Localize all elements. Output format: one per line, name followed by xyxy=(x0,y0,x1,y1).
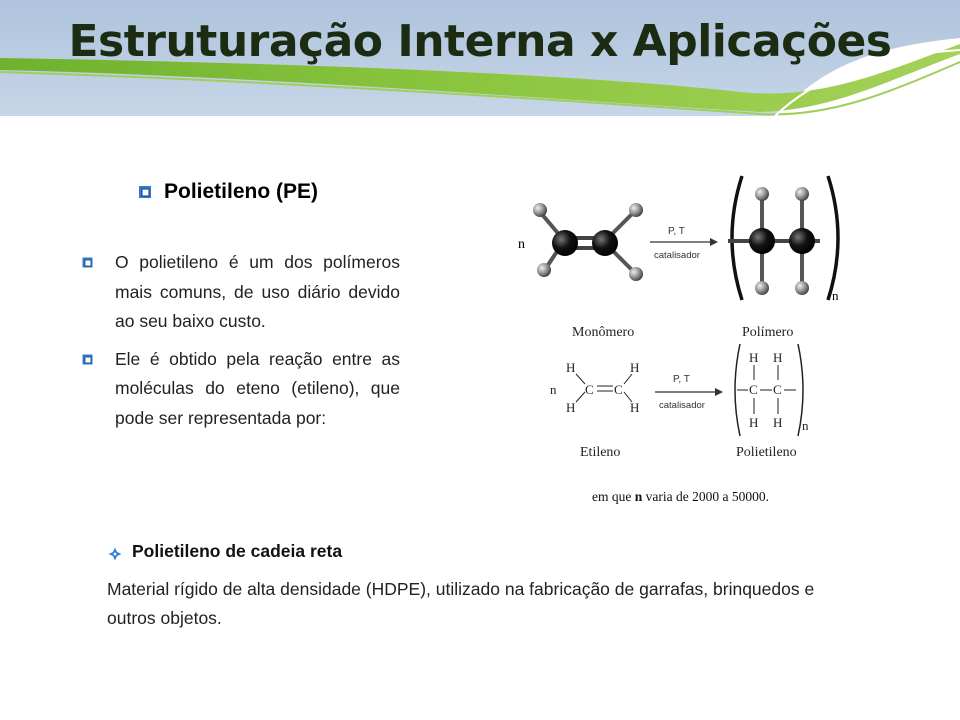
polymerization-diagram xyxy=(510,168,840,518)
polyethylene-ball-model xyxy=(728,176,838,300)
top-reaction-arrow xyxy=(650,238,718,246)
subsection-heading xyxy=(108,541,342,562)
svg-text:C: C xyxy=(585,382,594,397)
svg-text:H: H xyxy=(566,400,576,415)
ethylene-structural-formula xyxy=(550,360,639,415)
polyethylene-structural-formula xyxy=(735,344,809,436)
bottom-arrow-label-bottom: catalisador xyxy=(659,400,705,411)
blue-box-bullet-icon xyxy=(82,257,93,268)
subsection-heading-label: Polietileno de cadeia reta xyxy=(132,541,343,561)
diamond-bullet-icon xyxy=(108,545,122,559)
footnote-variable: n xyxy=(634,489,643,504)
svg-text:H: H xyxy=(749,415,759,430)
top-coefficient: n xyxy=(518,237,525,252)
bottom-subscript: n xyxy=(802,418,809,433)
section-heading-label: Polietileno (PE) xyxy=(164,180,319,203)
ethylene-ball-model xyxy=(533,203,643,281)
svg-text:C: C xyxy=(749,382,758,397)
svg-text:H: H xyxy=(630,360,640,375)
bullet-text: Ele é obtido pela reação entre as moléculas do eteno (etileno), que pode ser representada por: xyxy=(115,348,400,428)
section-heading xyxy=(138,175,318,209)
blue-box-bullet-icon xyxy=(138,185,152,199)
bottom-coefficient: n xyxy=(550,382,557,397)
svg-text:H: H xyxy=(566,360,576,375)
footnote-prefix: em que xyxy=(592,489,635,504)
subsection-body: Material rígido de alta densidade (HDPE), utilizado na fabricação de garrafas, brinquedos e outros objetos. xyxy=(107,579,815,628)
bottom-arrow-label-top: P, T xyxy=(673,374,690,385)
bottom-reaction-arrow xyxy=(655,388,723,396)
top-arrow-label-bottom: catalisador xyxy=(654,250,700,261)
svg-text:H: H xyxy=(773,350,783,365)
reactant-name-label: Etileno xyxy=(580,445,621,460)
top-subscript: n xyxy=(832,288,839,303)
list-item xyxy=(82,345,400,434)
slide-title: Estruturação Interna x Aplicações xyxy=(68,16,892,67)
blue-box-bullet-icon xyxy=(82,354,93,365)
svg-text:H: H xyxy=(773,415,783,430)
bullet-text: O polietileno é um dos polímeros mais comuns, de uso diário devido ao seu baixo custo. xyxy=(115,252,400,331)
diagram-footnote xyxy=(592,489,769,504)
list-item xyxy=(82,248,400,337)
svg-text:C: C xyxy=(614,382,623,397)
svg-text:H: H xyxy=(630,400,640,415)
bullet-list xyxy=(82,248,400,441)
monomer-label: Monômero xyxy=(572,325,635,340)
top-arrow-label-top: P, T xyxy=(668,226,685,237)
product-name-label: Polietileno xyxy=(736,445,797,460)
svg-text:H: H xyxy=(749,350,759,365)
footnote-suffix: varia de 2000 a 50000. xyxy=(642,489,769,504)
svg-text:C: C xyxy=(773,382,782,397)
polymer-label: Polímero xyxy=(742,325,794,340)
